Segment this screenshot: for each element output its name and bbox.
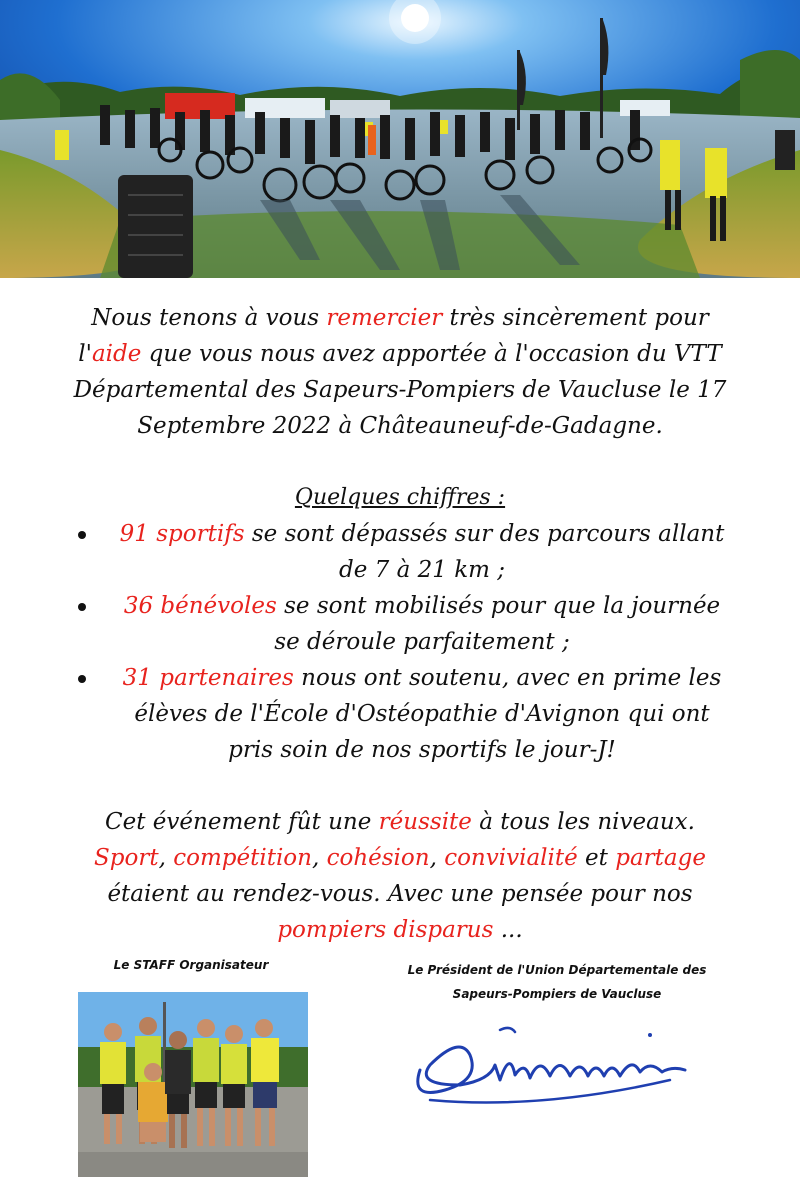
- closing-text: à tous les niveaux.: [471, 809, 695, 835]
- closing-text: ...: [493, 917, 523, 943]
- handwritten-signature: [400, 1010, 700, 1120]
- highlight-sport: Sport: [94, 845, 159, 871]
- figure-text: nous ont soutenu, avec en prime les élèves de l'École d'Ostéopathie d'Avignon qui ont pris soin de nos sportifs le jour-J!: [134, 665, 722, 763]
- list-item: [70, 660, 730, 768]
- figure-highlight: 31 partenaires: [122, 665, 294, 691]
- staff-title: Le STAFF Organisateur: [113, 958, 269, 972]
- closing-text: ,: [158, 845, 174, 871]
- panorama-photo: [0, 0, 800, 278]
- closing-paragraph: [70, 804, 730, 948]
- intro-text: Nous tenons à vous: [91, 305, 327, 331]
- list-item: [70, 588, 730, 660]
- highlight-competition: compétition: [173, 845, 312, 871]
- closing-text: ,: [429, 845, 445, 871]
- highlight-remercier: remercier: [326, 305, 443, 331]
- figure-text: se sont mobilisés pour que la journée se déroule parfaitement ;: [274, 593, 721, 655]
- president-title-line: Le Président de l'Union Départementale des: [407, 963, 707, 977]
- highlight-convivialite: convivialité: [444, 845, 578, 871]
- highlight-aide: aide: [91, 341, 142, 367]
- closing-text: Cet événement fût une: [105, 809, 379, 835]
- letter-body: [70, 300, 730, 948]
- highlight-partage: partage: [615, 845, 706, 871]
- highlight-reussite: réussite: [378, 809, 472, 835]
- intro-text: que vous nous avez apportée à l'occasion du VTT Départemental des Sapeurs-Pompiers de Vaucluse le 17 Septembre 2022 à Châteauneuf-de-Gadagne.: [73, 341, 727, 439]
- figure-text: se sont dépassés sur des parcours allant de 7 à 21 km ;: [244, 521, 725, 583]
- figures-heading: Quelques chiffres :: [294, 485, 506, 510]
- highlight-cohesion: cohésion: [326, 845, 430, 871]
- closing-text: et: [577, 845, 616, 871]
- figure-highlight: 36 bénévoles: [123, 593, 277, 619]
- closing-text: ,: [311, 845, 327, 871]
- president-title-line: Sapeurs-Pompiers de Vaucluse: [452, 987, 662, 1001]
- figures-list: [70, 516, 730, 768]
- intro-paragraph: [70, 300, 730, 444]
- figure-highlight: 91 sportifs: [119, 521, 245, 547]
- list-item: [70, 516, 730, 588]
- highlight-pompiers: pompiers disparus: [277, 917, 494, 943]
- staff-group-photo: [78, 992, 308, 1177]
- intro-text: très sincèrement pour l': [78, 305, 709, 367]
- closing-text: étaient au rendez-vous. Avec une pensée pour nos: [107, 881, 693, 907]
- president-title: [372, 958, 742, 1006]
